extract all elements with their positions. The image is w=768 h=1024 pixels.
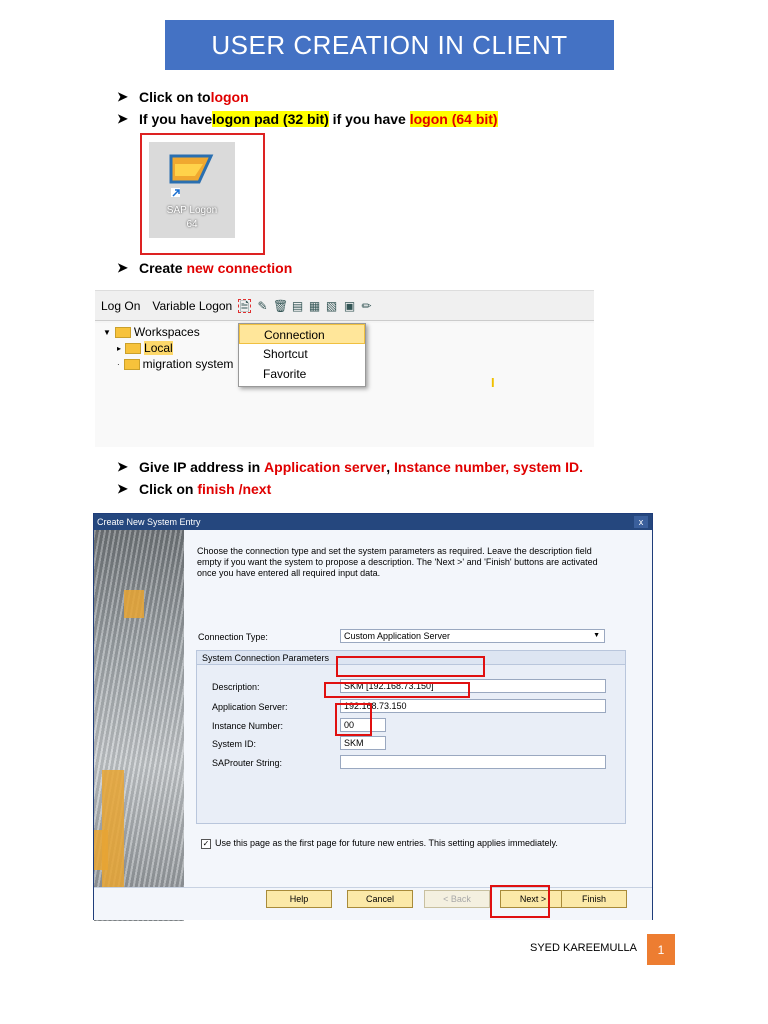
sap-logon-label [149,204,235,232]
saprouter-input[interactable] [340,755,606,769]
menu-variable-logon[interactable]: Variable Logon [152,298,233,313]
menu-item-shortcut[interactable]: Shortcut [263,347,308,361]
sap-logo-icon [149,142,235,202]
logon-pad-screenshot [95,290,594,446]
bullet-red-text: Application server [264,459,387,475]
folder-icon [115,327,131,338]
saprouter-label: SAProuter String: [212,758,283,768]
bullet-click-logon [117,89,249,105]
tree-item-local[interactable] [117,341,173,355]
menu-item-favorite[interactable]: Favorite [263,367,307,381]
bullet-red-text: finish /next [197,481,272,497]
sap-logon-icon-frame [140,133,265,255]
instance-number-input[interactable]: 00 [340,718,386,732]
settings-edit-icon[interactable]: ✏ [361,299,372,313]
expand-icon[interactable]: · [117,359,120,369]
dialog-instructions: Choose the connection type and set the system parameters as required. Leave the description field empty if you want the system to propose a description. The 'Next >' and 'Finish' buttons are activated once you have entered all required input data. [197,546,598,578]
bullet-click-finish [117,481,271,497]
bullet-text: If you have [139,111,213,127]
annotation-box-description [336,656,485,677]
tree-view-icon[interactable]: ▧ [325,299,338,313]
edit-icon[interactable]: ✎ [257,299,268,313]
tree-item-migration[interactable] [117,357,233,371]
menu-item-connection[interactable]: Connection [239,324,365,344]
arrow-bullet-icon: ➤ [117,89,128,104]
folder-icon [125,343,141,354]
connection-type-select[interactable] [340,629,605,643]
connection-type-label: Connection Type: [198,632,268,642]
icon-label-line: 64 [186,219,198,230]
highlight-text: logon pad (32 bit) [212,111,329,127]
delete-icon[interactable]: 🗑 [273,299,289,313]
arrow-bullet-icon: ➤ [117,111,128,126]
application-server-label: Application Server: [212,702,288,712]
page-title: USER CREATION IN CLIENT [165,20,614,70]
folder-icon [124,359,140,370]
first-page-checkbox[interactable]: ✓ [202,839,210,848]
annotation-box-app-server [324,682,470,698]
tree-label: Local [144,341,173,355]
arrow-bullet-icon: ➤ [117,481,128,496]
description-input[interactable]: SKM [192.168.73.150] [340,679,606,693]
first-page-checkbox-label: Use this page as the first page for future new entries. This setting applies immediately. [215,838,558,848]
bullet-logon-pad [117,111,498,127]
bullet-text: if you have [328,111,410,127]
next-button[interactable]: Next > [500,890,566,908]
bullet-red-text: new connection [186,260,293,276]
grid-view-icon[interactable]: ▣ [343,299,356,313]
create-system-entry-dialog [93,513,653,920]
icon-label-line: SAP Logon [166,205,218,216]
description-label: Description: [212,682,260,692]
params-header: System Connection Parameters [197,651,625,665]
close-button[interactable]: x [634,516,648,528]
annotation-box-next [490,885,550,918]
application-server-input[interactable]: 192.168.73.150 [340,699,606,713]
view-icon[interactable]: ▤ [291,299,304,313]
bullet-new-connection [117,260,292,276]
sap-logon-shortcut[interactable] [149,142,235,238]
menu-logon[interactable]: Log On [101,298,141,313]
bullet-give-ip [117,459,583,475]
bullet-text: Create [139,260,187,276]
finish-button[interactable]: Finish [561,890,627,908]
text-cursor-mark: I [491,375,495,390]
expand-icon[interactable]: ▼ [103,327,111,337]
dialog-body [184,530,652,903]
bullet-text: Click on [139,481,198,497]
annotation-box-instance-sysid [335,703,372,736]
list-view-icon[interactable]: ▦ [308,299,321,313]
help-button[interactable]: Help [266,890,332,908]
cancel-button[interactable]: Cancel [347,890,413,908]
dropdown-arrow-icon[interactable]: ▼ [593,632,600,639]
bullet-red-text: Instance number, system ID. [393,459,584,475]
bullet-red-text: logon [210,89,249,105]
bullet-text: Click on to [139,89,211,105]
system-id-input[interactable]: SKM [340,736,386,750]
new-entry-icon[interactable]: 🗎 [239,300,250,314]
arrow-bullet-icon: ➤ [117,459,128,474]
expand-icon[interactable]: ▸ [117,343,122,353]
tree-label: Workspaces [133,325,200,339]
system-id-label: System ID: [212,739,257,749]
tree-label: migration system [142,357,234,371]
page-number-badge: 1 [647,934,675,965]
connection-type-value: Custom Application Server [344,631,451,641]
tree-item-workspaces[interactable] [103,325,200,339]
decorative-building-image [94,530,184,921]
new-entry-menu [238,323,366,387]
dialog-title: Create New System Entry [94,514,652,530]
instance-number-label: Instance Number: [212,721,284,731]
arrow-bullet-icon: ➤ [117,260,128,275]
bullet-text: Give IP address in [139,459,265,475]
highlight-red-text: logon (64 bit) [409,111,498,127]
author-name: SYED KAREEMULLA [530,942,637,954]
bullet-text: , [386,459,394,475]
back-button[interactable]: < Back [424,890,490,908]
